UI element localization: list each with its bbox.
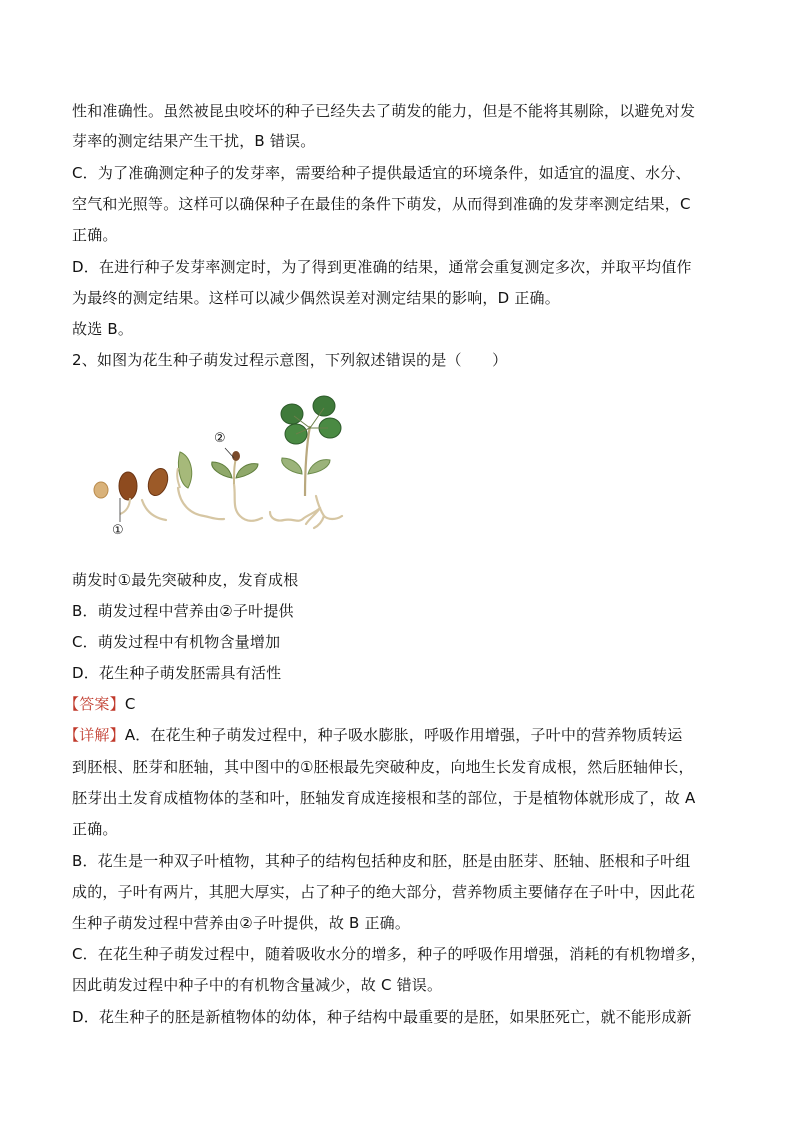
option-b: B．萌发过程中营养由②子叶提供 [72,602,294,620]
seed-icon [145,466,171,498]
text-line: C．为了准确测定种子的发芽率，需要给种子提供最适宜的环境条件，如适宜的温度、水分、 [72,164,691,182]
detail-first-line [64,725,682,745]
detail-line: 到胚根、胚芽和胚轴，其中图中的①胚根最先突破种皮，向地生长发育成根，然后胚轴伸长， [72,758,694,776]
callout-line [225,448,234,458]
germination-illustration [84,392,364,542]
detail-line: 胚芽出土发育成植物体的茎和叶，胚轴发育成连接根和茎的部位，于是植物体就形成了，故 A [72,789,696,807]
cotyledon-icon [236,464,258,478]
option-c: C．萌发过程中有机物含量增加 [72,633,281,651]
detail-line: D．花生种子的胚是新植物体的幼体，种子结构中最重要的是胚，如果胚死亡，就不能形成新 [72,1008,692,1026]
option-d: D．花生种子萌发胚需具有活性 [72,664,282,682]
cotyledon-icon [282,458,302,474]
text-line: 性和准确性。虽然被昆虫咬坏的种子已经失去了萌发的能力，但是不能将其剔除，以避免对发 [72,102,696,120]
leaf-icon [313,396,335,416]
question-stem: 2、如图为花生种子萌发过程示意图，下列叙述错误的是（ ） [72,351,508,369]
cotyledon-icon [308,460,330,474]
answer-tag: 【答案】 [64,695,125,713]
answer-line [64,694,136,714]
text-line: D．在进行种子发芽率测定时，为了得到更准确的结果，通常会重复测定多次，并取平均值作 [72,258,692,276]
seed-icon [119,472,137,500]
seed-icon [94,482,108,498]
plumule-icon [232,451,240,461]
detail-tag: 【详解】 [64,726,125,744]
figure-label-1: ① [112,523,124,538]
detail-text: A．在花生种子萌发过程中，种子吸水膨胀，呼吸作用增强，子叶中的营养物质转运 [124,726,683,744]
cotyledon-icon [212,462,232,478]
answer-value: C [124,695,136,713]
detail-line: 成的，子叶有两片，其肥大厚实，占了种子的绝大部分，营养物质主要储存在子叶中，因此花 [72,883,696,901]
option-a: 萌发时①最先突破种皮，发育成根 [72,571,299,589]
figure-label-2: ② [214,431,226,446]
leaf-icon [281,404,303,424]
detail-line: C．在花生种子萌发过程中，随着吸收水分的增多，种子的呼吸作用增强，消耗的有机物增多， [72,945,706,963]
text-line: 正确。 [72,226,118,244]
root-lines [142,484,342,528]
text-line: 空气和光照等。这样可以确保种子在最佳的条件下萌发，从而得到准确的发芽率测定结果，C [72,195,691,213]
text-line: 为最终的测定结果。这样可以减少偶然误差对测定结果的影响，D 正确。 [72,289,560,307]
text-line: 芽率的测定结果产生干扰，B 错误。 [72,132,316,150]
detail-line: 生种子萌发过程中营养由②子叶提供，故 B 正确。 [72,914,411,932]
detail-line: 正确。 [72,820,118,838]
detail-line: 因此萌发过程中种子中的有机物含量减少，故 C 错误。 [72,976,443,994]
germination-figure [84,392,364,542]
detail-line: B．花生是一种双子叶植物，其种子的结构包括种皮和胚，胚是由胚芽、胚轴、胚根和子叶组 [72,852,691,870]
text-line: 故选 B。 [72,320,134,338]
cotyledon-icon [178,452,191,488]
